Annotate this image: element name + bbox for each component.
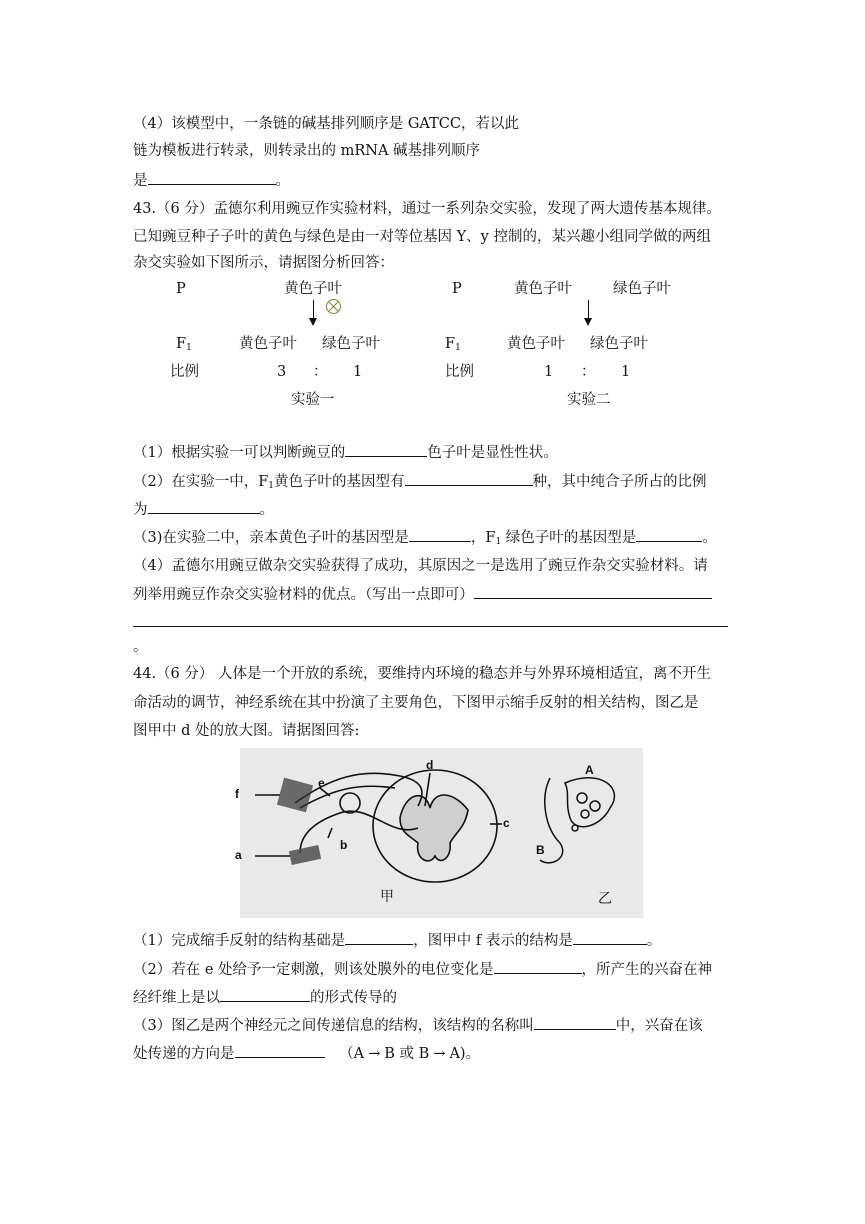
q43-intro-3: 杂交实验如下图所示，请据图分析回答： bbox=[133, 255, 394, 271]
q43-intro-2: 已知豌豆种子子叶的黄色与绿色是由一对等位基因 Y、y 控制的，某兴趣小组同学做的两组 bbox=[133, 229, 711, 245]
label-d: d bbox=[426, 758, 434, 772]
q42-4-line1: （4）该模型中，一条链的碱基排列顺序是 GATCC，若以此 bbox=[133, 116, 519, 132]
ganglion bbox=[340, 793, 360, 813]
reflex-arc-drawing bbox=[240, 748, 643, 918]
q43-question-2: （2）在实验一中，$F_1$黄色子叶的基因型有 种，其中纯合子所占的比例 bbox=[133, 471, 707, 496]
exp2-p-label: P bbox=[452, 281, 462, 297]
exp1-phenotype-yellow: 黄色子叶 bbox=[239, 336, 297, 352]
answer-blank[interactable] bbox=[534, 1015, 616, 1030]
exp1-title: 实验一 bbox=[291, 392, 335, 408]
answer-blank[interactable] bbox=[573, 930, 647, 945]
answer-line[interactable] bbox=[133, 626, 728, 627]
label-b: b bbox=[340, 838, 348, 852]
q43-intro-1: 43.（6 分）孟德尔利用豌豆作实验材料，通过一系列杂交实验，发现了两大遗传基本规律。 bbox=[133, 201, 721, 217]
q43-question-4-line2: 列举用豌豆作杂交实验材料的优点。（写出一点即可） bbox=[133, 584, 712, 605]
answer-blank[interactable] bbox=[148, 170, 276, 185]
exp1-p-label: P bbox=[176, 281, 186, 297]
label-yi: 乙 bbox=[598, 891, 612, 907]
exp2-f1-label: $F_1$ bbox=[445, 336, 461, 353]
exp2-parent-yellow: 黄色子叶 bbox=[514, 281, 572, 297]
exp1-ratio-1: 3 bbox=[277, 364, 287, 380]
exp2-phenotype-green: 绿色子叶 bbox=[590, 336, 648, 352]
exp2-ratio-2: 1 bbox=[621, 364, 631, 380]
q43-question-1: （1）根据实验一可以判断豌豆的 色子叶是显性性状。 bbox=[133, 442, 558, 463]
answer-blank[interactable] bbox=[220, 987, 310, 1002]
q44-question-3-cont: 处传递的方向是 （A → B 或 B → A)。 bbox=[133, 1043, 480, 1064]
answer-blank[interactable] bbox=[409, 527, 471, 542]
answer-blank[interactable] bbox=[235, 1043, 325, 1058]
arrow-right-icon: → bbox=[368, 1046, 381, 1062]
label-c: c bbox=[503, 816, 510, 830]
q43-question-4-end: 。 bbox=[133, 639, 148, 655]
label-f: f bbox=[235, 787, 239, 801]
selfing-symbol-icon bbox=[326, 299, 341, 314]
arrow-right-icon: → bbox=[433, 1046, 446, 1062]
receptor bbox=[277, 778, 313, 813]
q44-question-2-cont: 经纤维上是以 的形式传导的 bbox=[133, 987, 397, 1008]
exp2-title: 实验二 bbox=[567, 392, 611, 408]
answer-blank[interactable] bbox=[345, 930, 413, 945]
answer-blank[interactable] bbox=[494, 959, 582, 974]
q43-question-4-line1: （4）孟德尔用豌豆做杂交实验获得了成功，其原因之一是选用了豌豆作杂交实验材料。请 bbox=[133, 558, 708, 574]
effector bbox=[289, 845, 321, 865]
answer-blank[interactable] bbox=[345, 442, 427, 457]
answer-blank[interactable] bbox=[405, 471, 533, 486]
exp2-parent-green: 绿色子叶 bbox=[613, 281, 671, 297]
exp2-ratio-colon: ： bbox=[581, 364, 596, 380]
q42-4-line2: 链为模板进行转录，则转录出的 mRNA 碱基排列顺序 bbox=[133, 143, 481, 159]
label-A: A bbox=[585, 763, 594, 777]
arrow-down-icon bbox=[588, 300, 589, 320]
label-a: a bbox=[235, 848, 242, 862]
exp2-ratio-label: 比例 bbox=[445, 364, 474, 380]
arrow-down-icon bbox=[313, 300, 314, 320]
exp1-ratio-2: 1 bbox=[353, 364, 363, 380]
label-jia: 甲 bbox=[380, 889, 394, 905]
exp1-phenotype-green: 绿色子叶 bbox=[322, 336, 380, 352]
afferent-nerve-2 bbox=[300, 786, 395, 808]
q44-question-1: （1）完成缩手反射的结构基础是 ，图甲中 f 表示的结构是 。 bbox=[133, 930, 661, 951]
exp1-ratio-colon: ： bbox=[313, 364, 328, 380]
reflex-arc-figure bbox=[235, 748, 643, 918]
exp1-parent: 黄色子叶 bbox=[284, 281, 342, 297]
q42-4-line3: 是 。 bbox=[133, 170, 290, 191]
answer-blank[interactable] bbox=[636, 527, 702, 542]
q44-question-3: （3）图乙是两个神经元之间传递信息的结构，该结构的名称叫 中，兴奋在该 bbox=[133, 1015, 703, 1036]
exp1-f1-label: $F_1$ bbox=[176, 336, 192, 353]
answer-blank[interactable] bbox=[148, 499, 260, 514]
q43-question-2-cont: 为 。 bbox=[133, 499, 274, 520]
q44-intro-3: 图甲中 d 处的放大图。请据图回答: bbox=[133, 723, 360, 739]
q44-question-2: （2）若在 e 处给予一定刺激，则该处膜外的电位变化是 ，所产生的兴奋在神 bbox=[133, 959, 712, 980]
q43-question-3: （3)在实验二中，亲本黄色子叶的基因型是 ，$F_1$ 绿色子叶的基因型是 。 bbox=[133, 527, 717, 552]
exp2-phenotype-yellow: 黄色子叶 bbox=[507, 336, 565, 352]
label-e: e bbox=[318, 776, 325, 790]
q44-intro-2: 命活动的调节，神经系统在其中扮演了主要角色，下图甲示缩手反射的相关结构，图乙是 bbox=[133, 695, 699, 711]
exp2-ratio-1: 1 bbox=[544, 364, 554, 380]
answer-blank[interactable] bbox=[474, 584, 712, 599]
grey-matter bbox=[400, 795, 468, 861]
q44-intro-1: 44.（6 分） 人体是一个开放的系统，要维持内环境的稳态并与外界环境相适宜，离不开生 bbox=[133, 666, 711, 682]
synapse-body bbox=[565, 778, 614, 827]
label-B: B bbox=[536, 843, 545, 857]
exp1-ratio-label: 比例 bbox=[170, 364, 199, 380]
